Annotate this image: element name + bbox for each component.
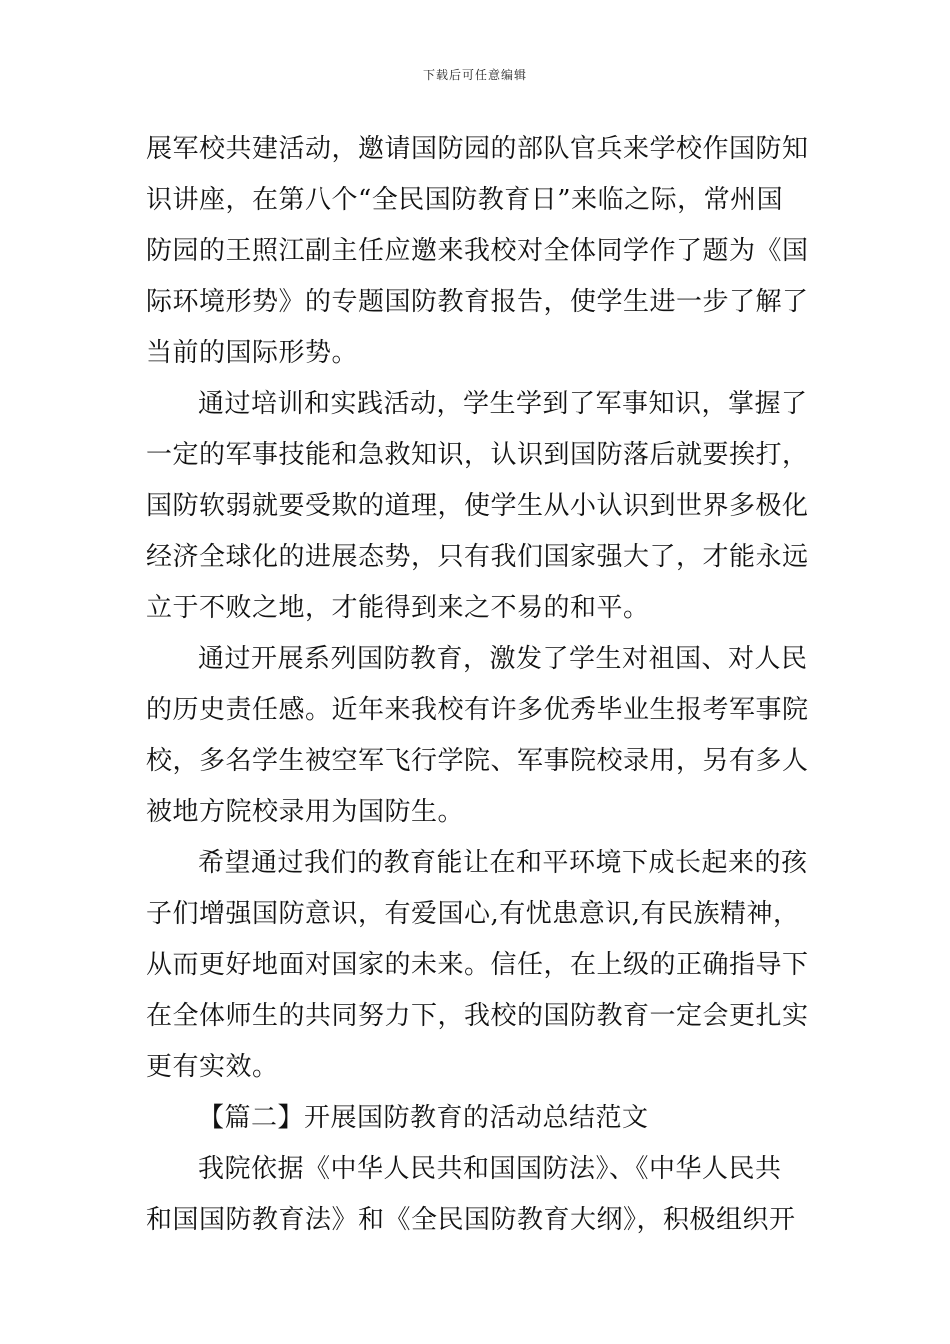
- text-line: 校，多名学生被空军飞行学院、军事院校录用，另有多人: [146, 746, 809, 776]
- text-line: 在全体师生的共同努力下，我校的国防教育一定会更扎实: [146, 1001, 809, 1031]
- text-line: 展军校共建活动，邀请国防园的部队官兵来学校作国防知: [146, 134, 809, 164]
- text-line: 被地方院校录用为国防生。: [146, 797, 465, 827]
- paragraph-first-line: 希望通过我们的教育能让在和平环境下成长起来的孩: [198, 848, 808, 878]
- paragraph-first-line: 通过培训和实践活动，学生学到了军事知识，掌握了: [198, 389, 808, 419]
- page-header-note: 下载后可任意编辑: [422, 68, 527, 82]
- text-line: 当前的国际形势。: [146, 338, 359, 368]
- text-line: 子们增强国防意识，有爱国心,有忧患意识,有民族精神，: [146, 899, 800, 929]
- paragraph-first-line: 我院依据《中华人民共和国国防法》、《中华人民共: [198, 1154, 782, 1184]
- text-line: 际环境形势》的专题国防教育报告，使学生进一步了解了: [146, 287, 809, 317]
- text-line: 识讲座，在第八个“全民国防教育日”来临之际，常州国: [146, 185, 784, 215]
- paragraph-first-line: 通过开展系列国防教育，激发了学生对祖国、对人民: [198, 644, 808, 674]
- text-line: 从而更好地面对国家的未来。信任，在上级的正确指导下: [146, 950, 809, 980]
- text-line: 国防软弱就要受欺的道理，使学生从小认识到世界多极化: [146, 491, 809, 521]
- text-line: 防园的王照江副主任应邀来我校对全体同学作了题为《国: [146, 236, 809, 266]
- text-line: 经济全球化的进展态势，只有我们国家强大了，才能永远: [146, 542, 809, 572]
- text-line: 一定的军事技能和急救知识，认识到国防落后就要挨打，: [146, 440, 809, 470]
- text-line: 的历史责任感。近年来我校有许多优秀毕业生报考军事院: [146, 695, 809, 725]
- section-heading: 【篇二】开展国防教育的活动总结范文: [198, 1103, 649, 1133]
- text-line: 和国国防教育法》和《全民国防教育大纲》，积极组织开: [146, 1205, 796, 1235]
- document-body: [146, 124, 808, 1246]
- text-line: 更有实效。: [146, 1052, 279, 1082]
- text-line: 立于不败之地，才能得到来之不易的和平。: [146, 593, 650, 623]
